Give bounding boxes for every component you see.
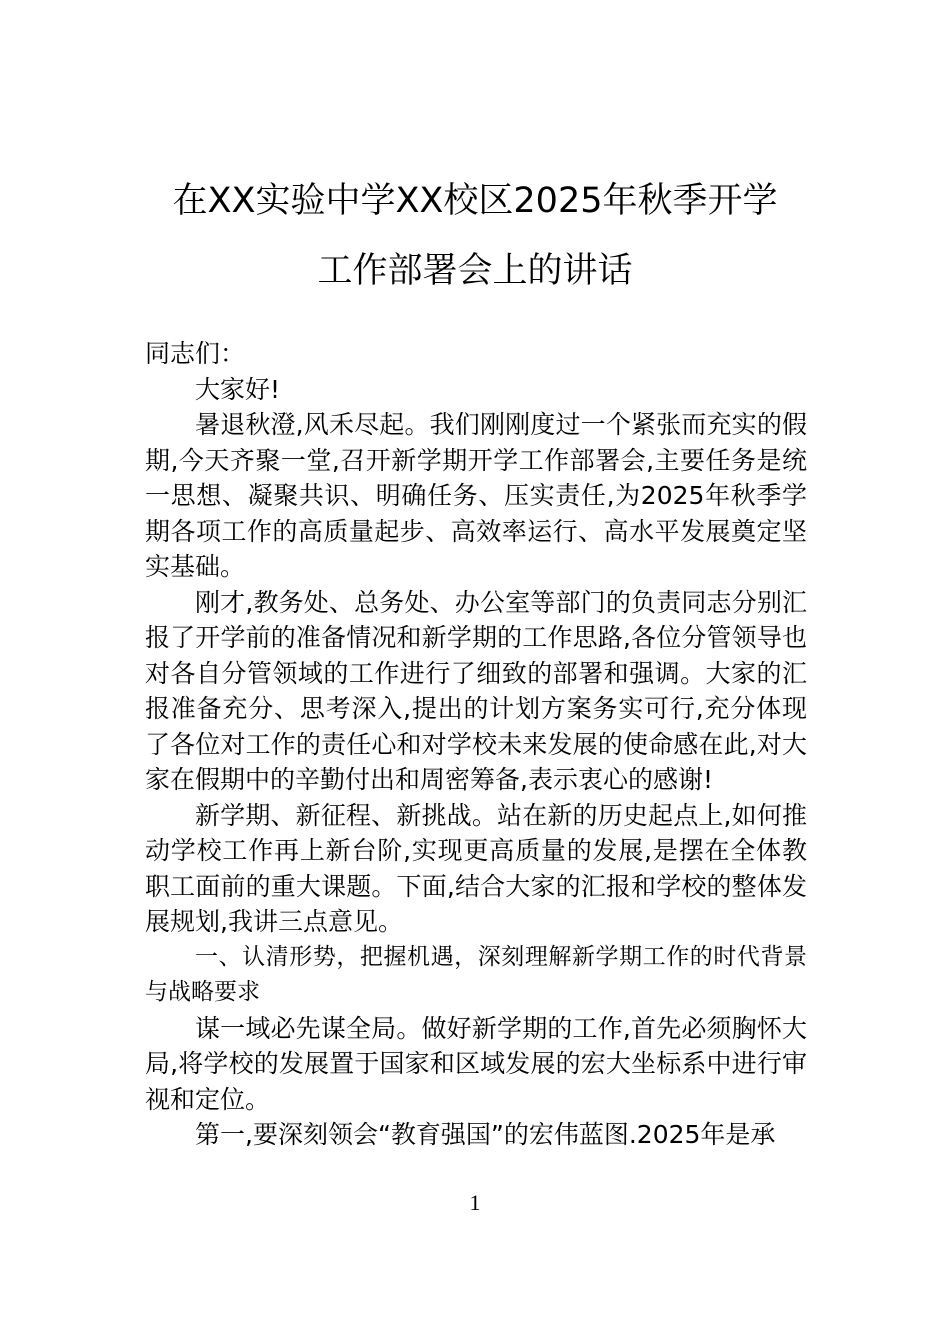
title-line-1: 在XX实验中学XX校区2025年秋季开学 [172, 181, 778, 221]
page-number: 1 [469, 1190, 481, 1215]
salutation: 同志们： [145, 339, 246, 368]
paragraph-intro: 暑退秋澄,风禾尽起。我们刚刚度过一个紧张而充实的假期,今天齐聚一堂,召开新学期开学工作部署会,主要任务是统一思想、凝聚共识、明确任务、压实责任,为2025年秋季学期各项工作的高质量起步、高效率运行、高水平发展奠定坚实基础。 [145, 410, 807, 581]
paragraph-first-point: 第一,要深刻领会“教育强国”的宏伟蓝图.2025年是承 [195, 1120, 776, 1149]
title-line-2: 工作部署会上的讲话 [317, 251, 633, 291]
paragraph-global-view: 谋一域必先谋全局。做好新学期的工作,首先必须胸怀大局,将学校的发展置于国家和区域发展的宏大坐标系中进行审视和定位。 [145, 1013, 807, 1114]
document-title [120, 166, 830, 306]
paragraph-reports: 刚才,教务处、总务处、办公室等部门的负责同志分别汇报了开学前的准备情况和新学期的工作思路,各位分管领导也对各自分管领域的工作进行了细致的部署和强调。大家的汇报准备充分、思考深入,提出的计划方案务实可行,充分体现了各位对工作的责任心和对学校未来发展的使命感在此,对大家在假期中的辛勤付出和周密筹备,表示衷心的感谢! [145, 587, 807, 794]
paragraph-greeting: 大家好! [195, 374, 281, 404]
paragraph-new-semester: 新学期、新征程、新挑战。站在新的历史起点上,如何推动学校工作再上新台阶,实现更高质量的发展,是摆在全体教职工面前的重大课题。下面,结合大家的汇报和学校的整体发展规划,我讲三点意见。 [145, 800, 807, 936]
document-body [145, 336, 807, 1153]
section-heading-1: 一、认清形势，把握机遇，深刻理解新学期工作的时代背景与战略要求 [145, 943, 807, 1005]
